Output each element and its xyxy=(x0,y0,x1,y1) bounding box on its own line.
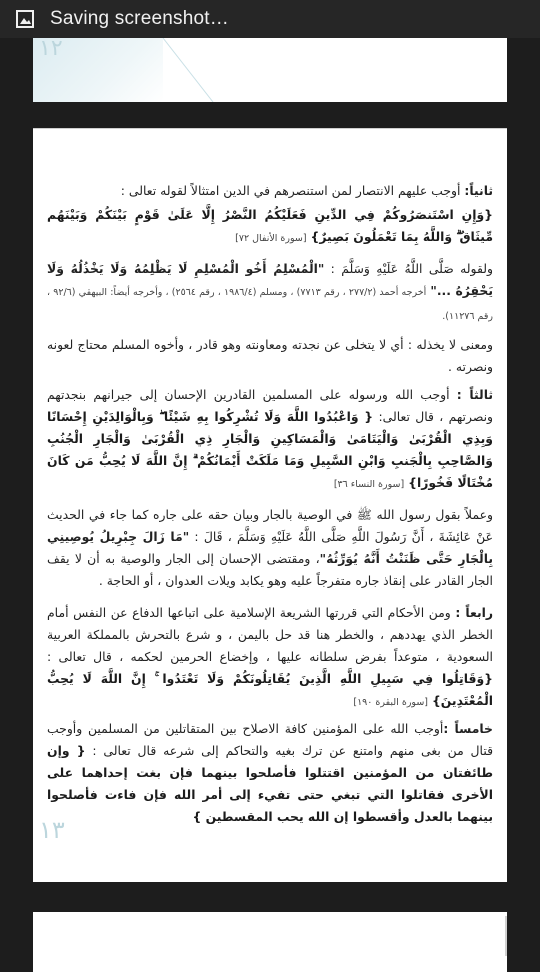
section-heading: خامساً : xyxy=(443,721,493,736)
quran-verse: {وَإِنِ اسْتَنصَرُوكُمْ فِي الدِّينِ فَعَلَيْكُمُ النَّصْرُ إِلَّا عَلَىٰ قَوْمٍ بَيْنَكُمْ وَبَيْنَهُم مِّيثَاقٌ ۗ وَاللَّهُ بِمَا تَعْمَلُونَ بَصِيرٌ} xyxy=(47,207,493,244)
section-fourth xyxy=(47,602,493,714)
page-number: ١٣ xyxy=(39,816,65,844)
body-text: ومن الأحكام التي قررتها الشريعة الإسلامية على اتباعها الدفاع عن النفس أمام الخطر الذي يهددهم ، والخطر هنا قد حل باليمن ، و شرع بالتحرش بالمملكة العربية السعودية ، متوعداً بفرض سلطانه عليها ، وإخضاع الحرمين لحكمه ، قال تعالى : xyxy=(47,605,493,664)
quran-verse: { وَاعْبُدُوا اللَّهَ وَلَا تُشْرِكُوا بِهِ شَيْئًا ۖ وَبِالْوَالِدَيْنِ إِحْسَانًا وَبِذِي الْقُرْبَىٰ وَالْيَتَامَىٰ وَالْمَسَاكِينِ وَالْجَارِ ذِي الْقُرْبَىٰ وَالْجَارِ الْجُنُبِ وَالصَّاحِبِ بِالْجَنبِ وَابْنِ السَّبِيلِ وَمَا مَلَكَتْ أَيْمَانُكُمْ ۗ إِنَّ اللَّهَ لَا يُحِبُّ مَن كَانَ مُخْتَالًا فَخُورًا} xyxy=(47,409,493,490)
hadith-intro: ولقوله صَلَّى اللَّهُ عَلَيْهِ وَسَلَّمَ : xyxy=(324,261,493,276)
page-decoration-line xyxy=(33,38,507,102)
quran-verse: {وَقَاتِلُوا فِي سَبِيلِ اللَّهِ الَّذِينَ يُقَاتِلُونَكُمْ وَلَا تَعْتَدُوا ۚ إِنَّ اللَّهَ لَا يُحِبُّ الْمُعْتَدِينَ} xyxy=(47,671,493,708)
section-intro: أوجب عليهم الانتصار لمن استنصرهم في الدين امتثالاً لقوله تعالى : xyxy=(120,183,465,198)
hadith-text: "مَا زَالَ جِبْرِيلُ يُوصِينِي بِالْجَارِ حَتَّى ظَنَنْتُ أَنَّهُ يُوَرِّثُهُ" xyxy=(47,529,493,566)
section-third xyxy=(47,384,493,592)
document-page xyxy=(33,128,507,882)
section-intro: أوجب الله ورسوله على المسلمين القادرين الإحسان إلى جيرانهم بنجدتهم ونصرتهم ، قال تعالى: xyxy=(47,387,493,424)
meaning-text: ومعنى لا يخذله : أي لا يتخلى عن نجدته ومعاونته وهو قادر ، وأخوه المسلم محتاج لعونه ونصرته . xyxy=(47,337,493,374)
hadith-text: "الْمُسْلِمُ أَخُو الْمُسْلِمِ لَا يَظْلِمُهُ وَلَا يَخْذُلُهُ وَلَا يَحْقِرُهُ ..." xyxy=(47,261,493,298)
next-page-divider xyxy=(505,916,507,956)
quran-verse: { وإن طائفتان من المؤمنين اقتتلوا فأصلحوا بينهما فإن بغت إحداهما على الأخرى فقاتلوا التي تبغي حتى تفيء إلى أمر الله فإن فاءت فأصلحوا بينهما بالعدل وأقسطوا إن الله يحب المقسطين } xyxy=(47,743,493,824)
status-title: Saving screenshot… xyxy=(50,8,229,29)
hadith-reference: أخرجه أحمد (٢٧٧/٢ ، رقم ٧٧١٣) ، ومسلم (١٩٨٦/٤ ، رقم ٢٥٦٤) ، وأخرجه أيضاً: البيهقي (٩٢/٦ ، رقم ١١٢٧٦). xyxy=(47,287,493,322)
verse-reference: [سورة الأنفال ٧٢] xyxy=(235,233,307,244)
verse-reference: [سورة البقرة ١٩٠] xyxy=(353,697,428,708)
body-text: وعملاً بقول رسول الله ﷺ في الوصية بالجار وبيان حقه على جاره كما جاء في الحديث عَنْ عَائِشَةَ ، أَنَّ رَسُولَ اللَّهِ صَلَّى اللَّهُ عَلَيْهِ وَسَلَّمَ ، قَالَ : xyxy=(47,507,493,544)
section-second xyxy=(47,180,493,378)
section-heading: ثانياً: xyxy=(464,183,493,198)
body-text: أوجب الله على المؤمنين كافة الاصلاح بين المتقاتلين من المسلمين وأوجب قتال من بغى منهم وامتنع عن ترك بغيه والتحاكم إلى شرعه قال تعالى : xyxy=(47,721,493,758)
section-heading: رابعاً : xyxy=(455,605,493,620)
previous-page xyxy=(33,38,507,102)
status-bar xyxy=(0,0,540,38)
screenshot-icon xyxy=(16,10,34,28)
top-divider xyxy=(33,128,507,129)
section-heading: ثالثاً : xyxy=(456,387,494,402)
next-page xyxy=(33,912,507,972)
body-text-continued: ، ومقتضى الإحسان إلى الجار والوصية به أن لا يقف الجار القادر على إنقاذ جاره متفرجاً عليه وهو يكابد ويلات العدوان ، أو الحاجة . xyxy=(47,551,493,588)
page-number-top: ١٢ xyxy=(39,38,63,61)
verse-reference: [سورة النساء ٣٦] xyxy=(333,479,405,490)
section-fifth xyxy=(47,718,493,828)
